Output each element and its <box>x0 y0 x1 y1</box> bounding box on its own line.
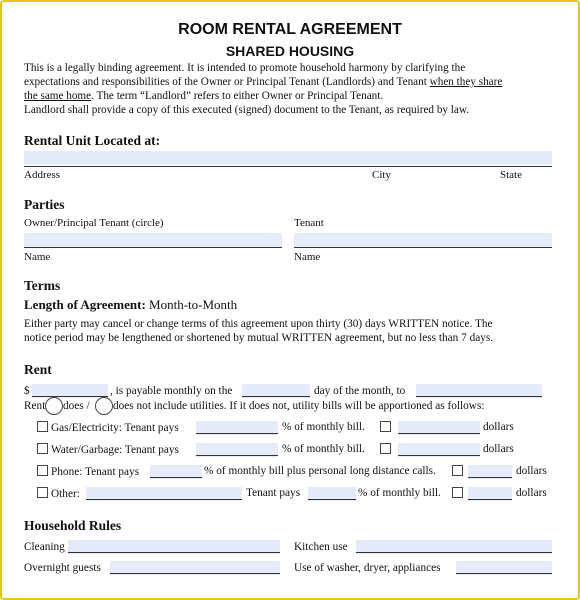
tenant-label: Tenant <box>294 217 324 229</box>
notice-line-1: Either party may cancel or change terms of this agreement upon thirty (30) days WRITTEN notice. The <box>24 318 493 330</box>
phone-percent-line <box>150 477 202 478</box>
address-line <box>24 166 552 167</box>
water-dollars-line <box>398 455 480 456</box>
other-dollars-line <box>468 499 512 500</box>
gas-dollars-checkbox[interactable] <box>380 421 391 432</box>
notice-line-2: notice period may be lengthened or shortened by mutual WRITTEN agreement, but no less than 7 days. <box>24 332 494 344</box>
other-dollars-checkbox[interactable] <box>452 487 463 498</box>
terms-heading: Terms <box>24 278 61 293</box>
intro-underlined-text-2: the same home <box>24 90 92 102</box>
water-row <box>37 443 179 456</box>
water-percent-text: % of monthly bill. <box>282 443 365 455</box>
phone-checkbox[interactable] <box>37 465 48 476</box>
intro-line-2-text: expectations and responsibilities of the Owner or Principal Tenant (Landlords) and Tenant <box>24 76 430 88</box>
water-label: Water/Garbage: Tenant pays <box>51 444 179 456</box>
phone-dollars-checkbox[interactable] <box>452 465 463 476</box>
water-checkbox[interactable] <box>37 443 48 454</box>
document-title: ROOM RENTAL AGREEMENT <box>178 21 402 38</box>
city-label: City <box>372 169 391 181</box>
other-dollars-label: dollars <box>516 487 547 499</box>
intro-line-3 <box>24 89 383 103</box>
tenant-name-input[interactable] <box>294 233 552 247</box>
other-checkbox[interactable] <box>37 487 48 498</box>
intro-underlined-text-1: when they share <box>429 76 503 88</box>
address-input[interactable] <box>24 151 552 165</box>
length-value: Month-to-Month <box>145 297 238 312</box>
gas-dollars-label: dollars <box>483 421 514 433</box>
phone-row <box>37 465 139 478</box>
household-rules-heading: Household Rules <box>24 518 122 533</box>
owner-name-label: Name <box>24 251 51 263</box>
tenant-name-label: Name <box>294 251 321 263</box>
gas-percent-text: % of monthly bill. <box>282 421 365 433</box>
other-row <box>37 487 80 500</box>
washer-label: Use of washer, dryer, appliances <box>294 562 441 574</box>
other-percent-line <box>308 499 356 500</box>
intro-line-1: This is a legally binding agreement. It is intended to promote household harmony by clarifying the <box>24 62 466 74</box>
other-item-line <box>86 499 242 500</box>
rent-payee-line <box>416 396 542 397</box>
gas-dollar-checkbox-wrap <box>380 421 394 434</box>
rental-unit-heading: Rental Unit Located at: <box>24 133 161 148</box>
phone-dollar-checkbox-wrap <box>452 465 466 478</box>
tenant-name-line <box>294 247 552 248</box>
cleaning-line <box>68 552 280 553</box>
owner-name-input[interactable] <box>24 233 282 247</box>
state-label: State <box>500 169 522 181</box>
kitchen-label: Kitchen use <box>294 541 348 553</box>
rent-day-line <box>242 396 310 397</box>
does-not-include-radio[interactable] <box>95 397 113 415</box>
address-label: Address <box>24 169 61 181</box>
length-label: Length of Agreement: <box>24 297 146 312</box>
other-percent-text: % of monthly bill. <box>358 487 441 499</box>
phone-dollars-line <box>468 477 512 478</box>
phone-percent-text: % of monthly bill plus personal long distance calls. <box>204 465 436 477</box>
does-include-radio[interactable] <box>45 397 63 415</box>
owner-name-line <box>24 247 282 248</box>
kitchen-line <box>356 552 552 553</box>
dollar-sign: $ <box>24 385 30 397</box>
document-subtitle: SHARED HOUSING <box>225 43 355 59</box>
phone-label: Phone: Tenant pays <box>51 466 140 478</box>
rent-word: Rent <box>24 400 46 412</box>
rent-heading: Rent <box>24 362 52 377</box>
gas-dollars-line <box>398 433 480 434</box>
intro-line-4: Landlord shall provide a copy of this executed (signed) document to the Tenant, as required by law. <box>24 104 470 116</box>
water-dollars-checkbox[interactable] <box>380 443 391 454</box>
parties-heading: Parties <box>24 197 65 212</box>
other-dollar-checkbox-wrap <box>452 487 466 500</box>
does-word: does / <box>63 400 90 412</box>
phone-dollars-label: dollars <box>516 465 547 477</box>
cleaning-label: Cleaning <box>24 541 65 553</box>
intro-line-2 <box>24 75 502 89</box>
gas-row <box>37 421 179 434</box>
owner-label: Owner/Principal Tenant (circle) <box>24 217 164 229</box>
other-tenant-pays: Tenant pays <box>246 487 301 499</box>
water-dollars-label: dollars <box>483 443 514 455</box>
intro-line-3-text: . The term “Landlord” refers to either Owner or Principal Tenant. <box>91 90 384 102</box>
does-not-include-text: does not include utilities. If it does not, utility bills will be apportioned as follows: <box>113 400 485 412</box>
water-percent-line <box>196 455 278 456</box>
overnight-guests-label: Overnight guests <box>24 562 101 574</box>
day-of-month-text: day of the month, to <box>314 385 406 397</box>
other-label: Other: <box>51 488 80 500</box>
length-of-agreement <box>24 297 237 313</box>
washer-line <box>456 573 552 574</box>
gas-checkbox[interactable] <box>37 421 48 432</box>
payable-text: , is payable monthly on the <box>110 385 233 397</box>
gas-percent-line <box>196 433 278 434</box>
water-dollar-checkbox-wrap <box>380 443 394 456</box>
gas-label: Gas/Electricity: Tenant pays <box>51 422 179 434</box>
rent-amount-line <box>32 396 108 397</box>
overnight-guests-line <box>110 573 280 574</box>
